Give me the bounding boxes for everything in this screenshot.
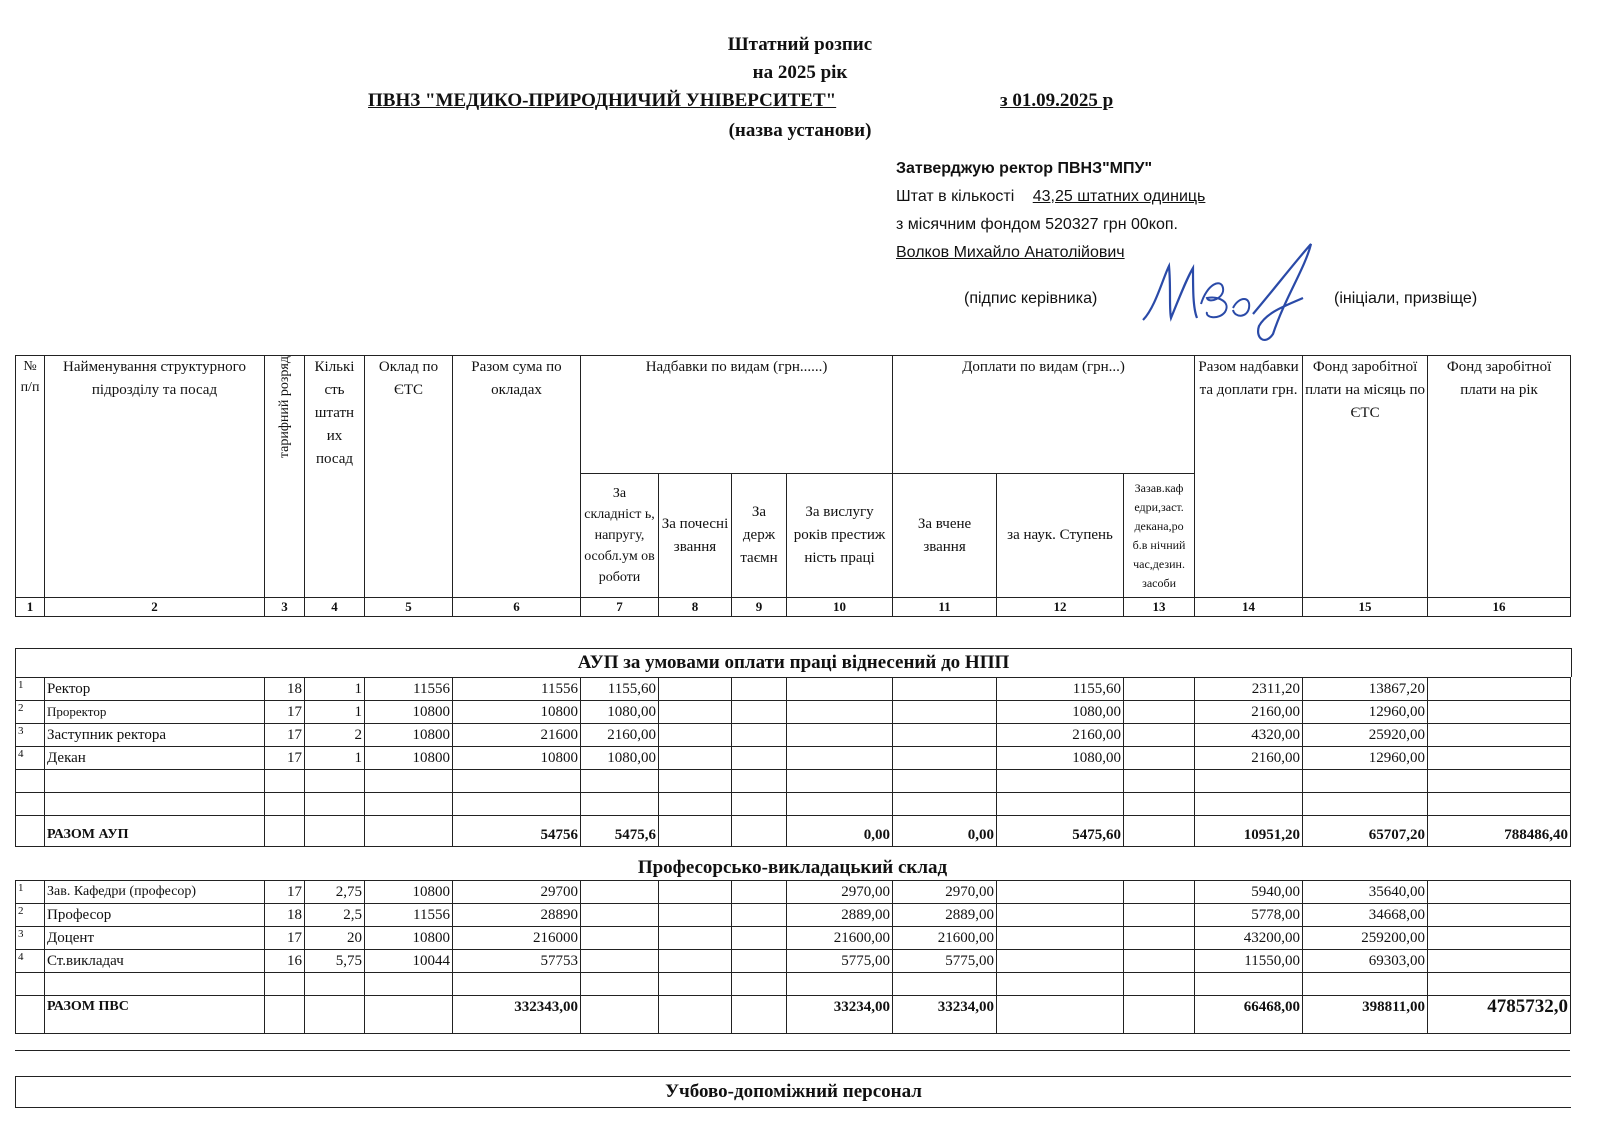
empty-cell — [732, 701, 787, 724]
monthly-fund-cell: 259200,00 — [1303, 927, 1428, 950]
section-divider — [15, 1050, 1570, 1051]
col-number: 5 — [365, 598, 453, 617]
empty-cell — [1124, 950, 1195, 973]
row-number — [16, 950, 45, 973]
position-name: Ректор — [45, 678, 265, 701]
aup-table — [15, 677, 1571, 847]
empty-cell — [265, 996, 305, 1034]
empty-cell — [997, 927, 1124, 950]
bonus-total-cell: 2311,20 — [1195, 678, 1303, 701]
col-number-header: № п/п — [16, 356, 45, 598]
salary-cell: 11556 — [365, 904, 453, 927]
empty-cell — [659, 724, 732, 747]
row-number-value: 4 — [18, 951, 24, 963]
row-number-value: 3 — [18, 928, 24, 940]
col-name-header: Найменування структурного підроздiлу та посад — [45, 356, 265, 598]
empty-cell — [581, 950, 659, 973]
total-salary-cell: 28890 — [453, 904, 581, 927]
empty-cell — [581, 904, 659, 927]
complexity-cell: 1080,00 — [581, 747, 659, 770]
seniority-cell: 2889,00 — [787, 904, 893, 927]
degree-cell: 1155,60 — [997, 678, 1124, 701]
annual-fund-sum: 4785732,0 — [1428, 996, 1571, 1034]
monthly-fund-line: з місячним фондом 520327 грн 00коп. — [896, 216, 1178, 233]
empty-cell — [732, 816, 787, 847]
col-seniority-header: За вислугу років престиж ність праці — [787, 474, 893, 598]
col-number: 13 — [1124, 598, 1195, 617]
director-name: Волков Михайло Анатолійович — [896, 244, 1125, 261]
quantity-cell: 1 — [305, 678, 365, 701]
total-salary-cell: 29700 — [453, 881, 581, 904]
pvs-total-row — [16, 996, 1571, 1034]
row-number — [16, 927, 45, 950]
col-honorary-title-header: За почесні звання — [659, 474, 732, 598]
quantity-cell: 20 — [305, 927, 365, 950]
empty-cell — [732, 996, 787, 1034]
empty-cell — [659, 927, 732, 950]
staff-count-label: Штат в кількості — [896, 188, 1015, 205]
section-title-udp: Учбово-допоміжний персонал — [15, 1076, 1571, 1108]
bonus-total-sum: 66468,00 — [1195, 996, 1303, 1034]
seniority-sum: 0,00 — [787, 816, 893, 847]
row-number — [16, 724, 45, 747]
bonus-total-cell: 11550,00 — [1195, 950, 1303, 973]
col-number: 10 — [787, 598, 893, 617]
col-grade-label: тарифний розряд — [277, 356, 292, 459]
empty-cell — [1124, 816, 1195, 847]
institution-caption: (назва установи) — [728, 120, 872, 141]
bonus-total-cell: 5940,00 — [1195, 881, 1303, 904]
col-state-secret-header: За держ таємн — [732, 474, 787, 598]
seniority-sum: 33234,00 — [787, 996, 893, 1034]
empty-cell — [732, 747, 787, 770]
row-number-value: 4 — [18, 748, 24, 760]
empty-cell — [787, 747, 893, 770]
empty-cell — [787, 724, 893, 747]
col-salary-header: Оклад по ЄТС — [365, 356, 453, 598]
empty-row — [16, 770, 1571, 793]
empty-cell — [1428, 950, 1571, 973]
academic-title-cell: 2970,00 — [893, 881, 997, 904]
empty-cell — [997, 881, 1124, 904]
effective-date: з 01.09.2025 р — [1000, 90, 1114, 111]
monthly-fund-cell: 34668,00 — [1303, 904, 1428, 927]
empty-cell — [305, 996, 365, 1034]
bonus-total-cell: 2160,00 — [1195, 701, 1303, 724]
col-quantity-header: Кількі сть штатн их посад — [305, 356, 365, 598]
degree-cell: 2160,00 — [997, 724, 1124, 747]
academic-title-cell: 5775,00 — [893, 950, 997, 973]
approval-title: Затверджую ректор ПВНЗ"МПУ" — [896, 160, 1153, 177]
table-row — [16, 904, 1571, 927]
empty-row — [16, 793, 1571, 816]
position-name: Зав. Кафедри (професор) — [45, 881, 265, 904]
salary-cell: 10800 — [365, 881, 453, 904]
section-title-pvs: Професорсько-викладацький склад — [637, 857, 948, 878]
empty-cell — [305, 816, 365, 847]
degree-cell: 1080,00 — [997, 747, 1124, 770]
bonus-group-header: Надбавки по видам (грн......) — [581, 356, 893, 474]
complexity-cell: 1080,00 — [581, 701, 659, 724]
position-name: Заступник ректора — [45, 724, 265, 747]
empty-cell — [997, 950, 1124, 973]
salary-cell: 10800 — [365, 701, 453, 724]
total-salary-sum: 54756 — [453, 816, 581, 847]
empty-cell — [659, 747, 732, 770]
empty-cell — [659, 701, 732, 724]
empty-cell — [732, 678, 787, 701]
institution-name: ПВНЗ "МЕДИКО-ПРИРОДНИЧИЙ УНІВЕРСИТЕТ" — [368, 90, 837, 111]
table-row — [16, 678, 1571, 701]
col-number: 1 — [16, 598, 45, 617]
quantity-cell: 2,5 — [305, 904, 365, 927]
monthly-fund-cell: 35640,00 — [1303, 881, 1428, 904]
monthly-fund-cell: 12960,00 — [1303, 747, 1428, 770]
extra-pay-group-header: Доплати по видам (грн...) — [893, 356, 1195, 474]
empty-cell — [893, 747, 997, 770]
total-label: РАЗОМ ПВС — [45, 996, 265, 1034]
col-number: 12 — [997, 598, 1124, 617]
monthly-fund-sum: 65707,20 — [1303, 816, 1428, 847]
row-number-value: 1 — [18, 679, 24, 691]
signature — [1135, 238, 1335, 348]
empty-cell — [1124, 724, 1195, 747]
year-line: на 2025 рік — [752, 62, 848, 83]
salary-cell: 10044 — [365, 950, 453, 973]
empty-cell — [659, 950, 732, 973]
col-academic-degree-header: за наук. Ступень — [997, 474, 1124, 598]
col-academic-title-header: За вчене звання — [893, 474, 997, 598]
empty-cell — [1124, 881, 1195, 904]
empty-cell — [732, 724, 787, 747]
empty-cell — [787, 678, 893, 701]
col-number: 15 — [1303, 598, 1428, 617]
total-salary-cell: 57753 — [453, 950, 581, 973]
row-number — [16, 701, 45, 724]
empty-cell — [1428, 881, 1571, 904]
seniority-cell: 21600,00 — [787, 927, 893, 950]
grade-cell: 18 — [265, 678, 305, 701]
table-row — [16, 927, 1571, 950]
row-number — [16, 904, 45, 927]
empty-cell — [659, 904, 732, 927]
empty-cell — [16, 996, 45, 1034]
bonus-total-cell: 5778,00 — [1195, 904, 1303, 927]
monthly-fund-cell: 12960,00 — [1303, 701, 1428, 724]
empty-cell — [1428, 701, 1571, 724]
seniority-cell: 5775,00 — [787, 950, 893, 973]
grade-cell: 17 — [265, 881, 305, 904]
quantity-cell: 2 — [305, 724, 365, 747]
grade-cell: 18 — [265, 904, 305, 927]
bonus-total-sum: 10951,20 — [1195, 816, 1303, 847]
empty-cell — [659, 816, 732, 847]
row-number-value: 2 — [18, 702, 24, 714]
section-title-aup: АУП за умовами оплати праці віднесений до НПП — [15, 648, 1572, 677]
row-number — [16, 747, 45, 770]
row-number-value: 1 — [18, 882, 24, 894]
col-number: 6 — [453, 598, 581, 617]
empty-cell — [659, 678, 732, 701]
empty-cell — [1428, 678, 1571, 701]
table-row — [16, 701, 1571, 724]
position-name: Проректор — [45, 701, 265, 724]
monthly-fund-sum: 398811,00 — [1303, 996, 1428, 1034]
quantity-cell: 2,75 — [305, 881, 365, 904]
complexity-cell: 2160,00 — [581, 724, 659, 747]
initials-caption: (ініціали, призвіще) — [1334, 290, 1478, 307]
table-row — [16, 747, 1571, 770]
table-row — [16, 724, 1571, 747]
col-number: 7 — [581, 598, 659, 617]
position-name: Доцент — [45, 927, 265, 950]
complexity-cell: 1155,60 — [581, 678, 659, 701]
empty-cell — [16, 816, 45, 847]
monthly-fund-cell: 25920,00 — [1303, 724, 1428, 747]
total-salary-cell: 216000 — [453, 927, 581, 950]
salary-cell: 10800 — [365, 747, 453, 770]
bonus-total-cell: 2160,00 — [1195, 747, 1303, 770]
position-name: Ст.викладач — [45, 950, 265, 973]
col-annual-fund-header: Фонд заробітної плати на рік — [1428, 356, 1571, 598]
col-complexity-header: За складніст ь, напругу, особл.ум ов роботи — [581, 474, 659, 598]
total-salary-cell: 10800 — [453, 747, 581, 770]
empty-cell — [1428, 724, 1571, 747]
empty-cell — [581, 881, 659, 904]
total-label: РАЗОМ АУП — [45, 816, 265, 847]
empty-cell — [1124, 701, 1195, 724]
empty-cell — [1428, 927, 1571, 950]
empty-cell — [732, 950, 787, 973]
col-number: 16 — [1428, 598, 1571, 617]
empty-cell — [893, 724, 997, 747]
staff-count-line — [896, 188, 1205, 206]
empty-cell — [1124, 678, 1195, 701]
empty-cell — [1428, 747, 1571, 770]
empty-cell — [365, 816, 453, 847]
col-number: 11 — [893, 598, 997, 617]
aup-total-row — [16, 816, 1571, 847]
total-salary-cell: 10800 — [453, 701, 581, 724]
academic-title-sum: 33234,00 — [893, 996, 997, 1034]
quantity-cell: 1 — [305, 747, 365, 770]
table-row — [16, 950, 1571, 973]
empty-cell — [732, 927, 787, 950]
degree-sum: 5475,60 — [997, 816, 1124, 847]
row-number — [16, 678, 45, 701]
col-grade-header — [265, 356, 305, 598]
empty-cell — [787, 701, 893, 724]
col-number: 8 — [659, 598, 732, 617]
empty-cell — [893, 678, 997, 701]
salary-cell: 11556 — [365, 678, 453, 701]
grade-cell: 17 — [265, 747, 305, 770]
col-number: 9 — [732, 598, 787, 617]
col-number: 4 — [305, 598, 365, 617]
empty-cell — [732, 904, 787, 927]
col-head-of-department-header: Зазав.каф едри,заст. декана,ро б.в нічний час,дезин. засоби — [1124, 474, 1195, 598]
col-bonus-total-header: Разом надбавки та доплати грн. — [1195, 356, 1303, 598]
monthly-fund-cell: 69303,00 — [1303, 950, 1428, 973]
degree-cell: 1080,00 — [997, 701, 1124, 724]
staff-count-value: 43,25 штатних одиниць — [1032, 188, 1206, 205]
academic-title-cell: 21600,00 — [893, 927, 997, 950]
quantity-cell: 5,75 — [305, 950, 365, 973]
empty-cell — [659, 881, 732, 904]
grade-cell: 17 — [265, 701, 305, 724]
annual-fund-sum: 788486,40 — [1428, 816, 1571, 847]
empty-cell — [581, 927, 659, 950]
empty-cell — [732, 881, 787, 904]
grade-cell: 17 — [265, 724, 305, 747]
salary-cell: 10800 — [365, 927, 453, 950]
empty-cell — [1124, 996, 1195, 1034]
empty-cell — [659, 996, 732, 1034]
bonus-total-cell: 4320,00 — [1195, 724, 1303, 747]
column-number-row — [16, 598, 1571, 617]
total-salary-cell: 21600 — [453, 724, 581, 747]
col-monthly-fund-header: Фонд заробітної плати на місяць по ЄТС — [1303, 356, 1428, 598]
table-row — [16, 881, 1571, 904]
position-name: Професор — [45, 904, 265, 927]
seniority-cell: 2970,00 — [787, 881, 893, 904]
grade-cell: 16 — [265, 950, 305, 973]
grade-cell: 17 — [265, 927, 305, 950]
empty-cell — [581, 996, 659, 1034]
empty-row — [16, 973, 1571, 996]
empty-cell — [1124, 904, 1195, 927]
document-title: Штатний розпис — [727, 34, 873, 55]
complexity-sum: 5475,6 — [581, 816, 659, 847]
col-total-salary-header: Разом сума по окладах — [453, 356, 581, 598]
empty-cell — [1124, 747, 1195, 770]
academic-title-cell: 2889,00 — [893, 904, 997, 927]
col-number: 2 — [45, 598, 265, 617]
col-number: 14 — [1195, 598, 1303, 617]
empty-cell — [265, 816, 305, 847]
total-salary-sum: 332343,00 — [453, 996, 581, 1034]
total-salary-cell: 11556 — [453, 678, 581, 701]
empty-cell — [997, 996, 1124, 1034]
empty-cell — [1428, 904, 1571, 927]
pvs-table — [15, 880, 1571, 1034]
signature-caption: (підпис керівника) — [964, 290, 1098, 307]
empty-cell — [997, 904, 1124, 927]
row-number-value: 2 — [18, 905, 24, 917]
empty-cell — [1124, 927, 1195, 950]
bonus-total-cell: 43200,00 — [1195, 927, 1303, 950]
salary-cell: 10800 — [365, 724, 453, 747]
academic-title-sum: 0,00 — [893, 816, 997, 847]
quantity-cell: 1 — [305, 701, 365, 724]
monthly-fund-cell: 13867,20 — [1303, 678, 1428, 701]
column-header-table — [15, 355, 1571, 617]
position-name: Декан — [45, 747, 265, 770]
empty-cell — [365, 996, 453, 1034]
row-number — [16, 881, 45, 904]
empty-cell — [893, 701, 997, 724]
row-number-value: 3 — [18, 725, 24, 737]
col-number: 3 — [265, 598, 305, 617]
